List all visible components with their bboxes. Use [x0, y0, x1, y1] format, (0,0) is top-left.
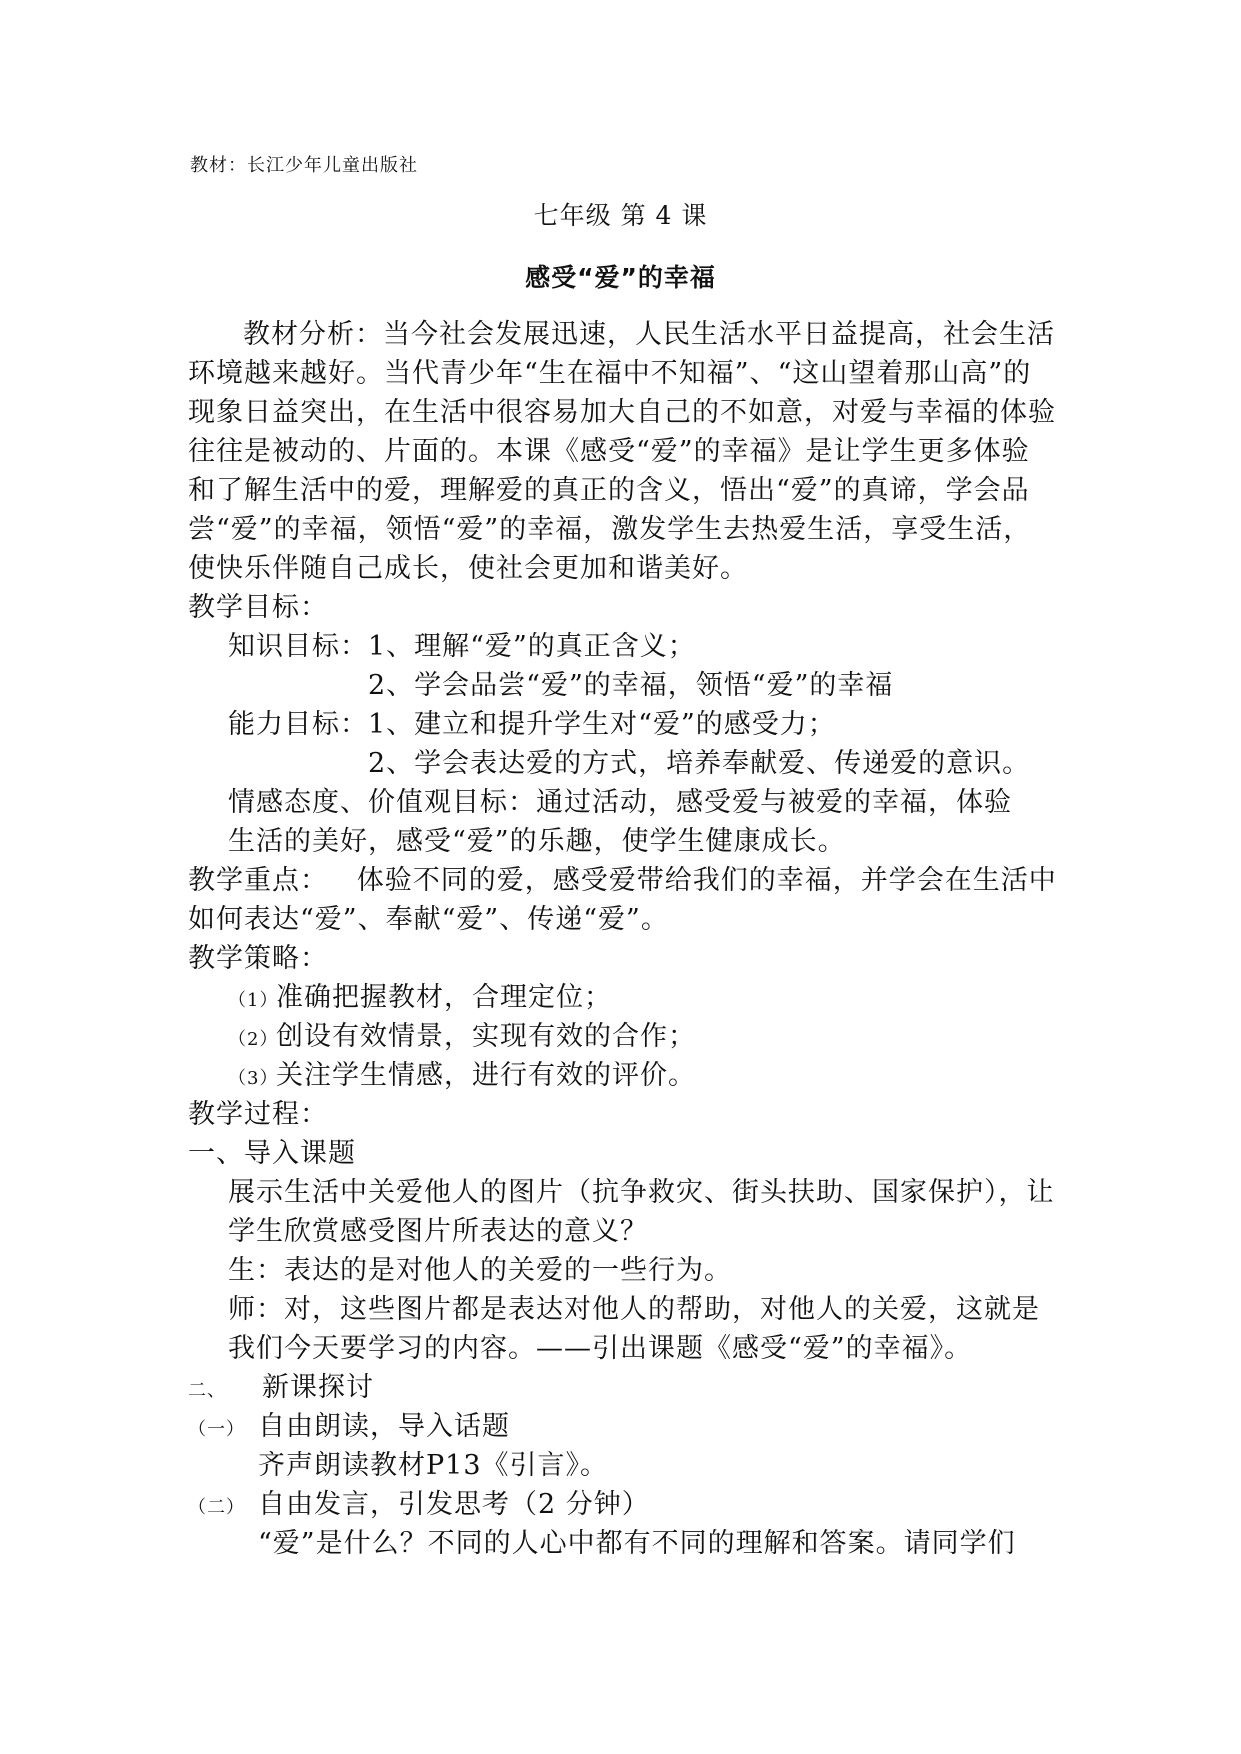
strategy-item-marker: （1）	[228, 990, 279, 1011]
subsection-1-title-text: 自由朗读，导入话题	[258, 1411, 510, 1442]
analysis-line: 往往是被动的、片面的。本课《感受“爱”的幸福》是让学生更多体验	[188, 436, 1030, 467]
key-points-line: 如何表达“爱”、奉献“爱”、传递“爱”。	[188, 904, 669, 935]
ability-goal-2: 2、学会表达爱的方式，培养奉献爱、传递爱的意识。	[368, 748, 1031, 779]
strategy-item	[228, 1058, 696, 1097]
subsection-2-body: “爱”是什么？不同的人心中都有不同的理解和答案。请同学们	[258, 1528, 1016, 1559]
analysis-line: 尝“爱”的幸福，领悟“爱”的幸福，激发学生去热爱生活，享受生活，	[188, 514, 1032, 545]
grade-lesson-heading: 七年级 第 4 课	[533, 201, 708, 230]
key-points-line: 教学重点： 体验不同的爱，感受爱带给我们的幸福，并学会在生活中	[188, 865, 1057, 896]
subsection-1-body: 齐声朗读教材P13《引言》。	[258, 1450, 609, 1481]
analysis-line: 使快乐伴随自己成长，使社会更加和谐美好。	[188, 553, 748, 584]
publisher-line: 教材：长江少年儿童出版社	[190, 155, 418, 176]
section-2-title	[188, 1370, 374, 1409]
section-1-line: 我们今天要学习的内容。——引出课题《感受“爱”的幸福》。	[228, 1333, 973, 1364]
strategy-item-marker: （2）	[228, 1029, 279, 1050]
strategy-heading: 教学策略：	[188, 943, 328, 974]
section-1-line: 生：表达的是对他人的关爱的一些行为。	[228, 1255, 732, 1286]
emotion-goal-line: 生活的美好，感受“爱”的乐趣，使学生健康成长。	[228, 826, 846, 857]
knowledge-goal-1: 知识目标：1、理解“爱”的真正含义；	[228, 631, 696, 662]
subsection-2-marker: （二）	[188, 1497, 245, 1518]
analysis-line: 现象日益突出，在生活中很容易加大自己的不如意，对爱与幸福的体验	[188, 397, 1056, 428]
subsection-2-title-text: 自由发言，引发思考（2 分钟）	[258, 1489, 650, 1520]
section-1-line: 师：对，这些图片都是表达对他人的帮助，对他人的关爱，这就是	[228, 1294, 1040, 1325]
section-2-marker: 二、	[188, 1380, 226, 1401]
analysis-line: 和了解生活中的爱，理解爱的真正的含义，悟出“爱”的真谛，学会品	[188, 475, 1030, 506]
section-1-title: 一、导入课题	[188, 1138, 356, 1169]
subsection-1-marker: （一）	[188, 1419, 245, 1440]
analysis-line: 教材分析：当今社会发展迅速，人民生活水平日益提高，社会生活	[243, 319, 1055, 350]
lesson-title: 感受“爱”的幸福	[525, 263, 716, 292]
section-1-line: 学生欣赏感受图片所表达的意义？	[228, 1216, 648, 1247]
section-1-line: 展示生活中关爱他人的图片（抗争救灾、街头扶助、国家保护），让	[228, 1177, 1055, 1208]
ability-goal-1: 能力目标：1、建立和提升学生对“爱”的感受力；	[228, 709, 836, 740]
process-heading: 教学过程：	[188, 1099, 328, 1130]
subsection-2-title	[188, 1487, 650, 1526]
analysis-line: 环境越来越好。当代青少年“生在福中不知福”、“这山望着那山高”的	[188, 358, 1032, 389]
strategy-item	[228, 1019, 696, 1058]
subsection-1-title	[188, 1409, 510, 1448]
strategy-item-text: 创设有效情景，实现有效的合作；	[276, 1021, 696, 1052]
section-2-title-text: 新课探讨	[262, 1372, 374, 1403]
goals-heading: 教学目标：	[188, 592, 328, 623]
strategy-item-text: 准确把握教材，合理定位；	[276, 982, 612, 1013]
strategy-item-text: 关注学生情感，进行有效的评价。	[276, 1060, 696, 1091]
knowledge-goal-2: 2、学会品尝“爱”的幸福，领悟“爱”的幸福	[368, 670, 894, 701]
emotion-goal-line: 情感态度、价值观目标：通过活动，感受爱与被爱的幸福，体验	[228, 787, 1012, 818]
strategy-item-marker: （3）	[228, 1068, 279, 1089]
strategy-item	[228, 980, 612, 1019]
